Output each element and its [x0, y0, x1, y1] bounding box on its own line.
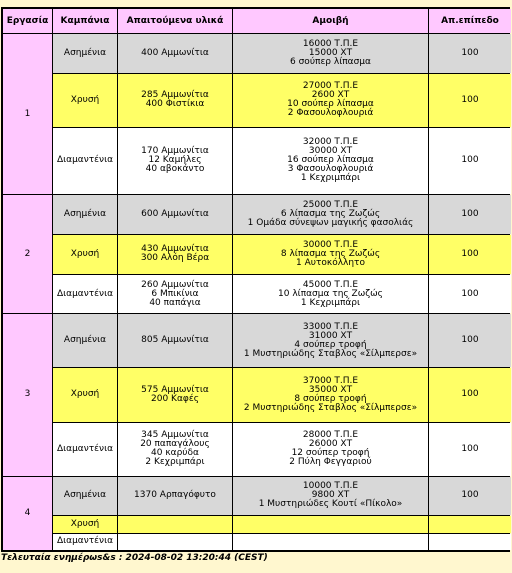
- material-line: 200 Καφές: [151, 393, 199, 404]
- campaign-cell: Διαμαντένια: [53, 534, 117, 550]
- reward-cell: [233, 477, 428, 516]
- campaign-cell: Χρυσή: [53, 74, 117, 127]
- material-line: 600 Αμμωνίτια: [141, 209, 209, 219]
- material-line: 430 Αμμωνίτια: [141, 244, 209, 255]
- table-row: [3, 423, 511, 476]
- header-campaign: Καμπάνια: [53, 9, 117, 33]
- header-task: Εργασία: [3, 9, 52, 33]
- materials-cell: [118, 423, 232, 476]
- level-cell: 100: [429, 423, 511, 476]
- material-line: 20 παπαγάλους: [140, 439, 210, 450]
- reward-line: 6 σούπερ λίπασμα: [290, 56, 371, 67]
- campaign-cell: Διαμαντένια: [53, 128, 117, 194]
- campaign-cell: Ασημένια: [53, 34, 117, 73]
- table-row: [3, 34, 511, 73]
- reward-line: 16 σούπερ λίπασμα: [287, 155, 374, 166]
- reward-line: 1 Αυτοκόλλητο: [296, 257, 365, 268]
- materials-cell: [118, 368, 232, 421]
- level-cell: 100: [429, 368, 511, 421]
- reward-cell: [233, 368, 428, 421]
- task-number: 3: [3, 314, 52, 475]
- reward-line: 2600 ΧΤ: [311, 90, 350, 101]
- table-row: [3, 314, 511, 367]
- reward-line: 6 λίπασμα της Ζωζώς: [280, 209, 381, 219]
- header-materials: Απαιτούμενα υλικά: [118, 9, 232, 33]
- level-cell: 100: [429, 74, 511, 127]
- materials-cell: [118, 534, 232, 550]
- reward-line: 1 Μυστηριώδες Κουτί «Πίκολο»: [258, 499, 403, 510]
- material-line: 170 Αμμωνίτια: [141, 146, 209, 157]
- reward-line: 8 σούπερ τροφή: [294, 393, 367, 404]
- campaign-cell: Χρυσή: [53, 368, 117, 421]
- table-row: [3, 195, 511, 234]
- reward-cell: [233, 275, 428, 314]
- table-row: [3, 534, 511, 550]
- material-line: 40 παπάγια: [149, 297, 201, 308]
- materials-cell: [118, 516, 232, 532]
- reward-line: 2 Μυστηριώδης Σταβλος «Σίλμπερσε»: [243, 402, 418, 413]
- campaign-cell: Διαμαντένια: [53, 423, 117, 476]
- material-line: 300 Αλόη Βέρα: [140, 253, 210, 264]
- reward-line: 32000 Τ.Π.Ε: [302, 137, 359, 148]
- campaign-table: [2, 8, 512, 551]
- reward-line: 37000 Τ.Π.Ε: [302, 375, 359, 386]
- reward-line: 2 Φασουλοφλουριά: [287, 108, 374, 119]
- level-cell: 100: [429, 34, 511, 73]
- header-reward: Αμοιβή: [233, 9, 428, 33]
- reward-line: 9800 ΧΤ: [311, 490, 350, 501]
- material-line: 285 Αμμωνίτια: [141, 90, 209, 101]
- material-line: 260 Αμμωνίτια: [141, 279, 209, 290]
- reward-line: 31000 ΧΤ: [308, 330, 353, 341]
- reward-cell: [233, 423, 428, 476]
- reward-cell: [233, 195, 428, 234]
- table-row: [3, 516, 511, 532]
- material-line: 400 Φιστίκια: [145, 99, 205, 110]
- table-row: [3, 74, 511, 127]
- reward-line: 1 Μυστηριώδης Σταβλος «Σίλμπερσε»: [243, 348, 418, 359]
- materials-cell: [118, 128, 232, 194]
- campaign-cell: Ασημένια: [53, 314, 117, 367]
- material-line: 575 Αμμωνίτια: [141, 384, 209, 395]
- material-line: 2 Κεχριμπάρι: [145, 457, 205, 468]
- task-number: 1: [3, 34, 52, 194]
- reward-cell: [233, 235, 428, 274]
- reward-line: 15000 ΧΤ: [308, 47, 353, 58]
- header-level: Απ.επίπεδο: [429, 9, 511, 33]
- reward-cell: [233, 534, 428, 550]
- campaign-cell: Χρυσή: [53, 516, 117, 532]
- reward-cell: [233, 34, 428, 73]
- table-row: [3, 275, 511, 314]
- table-body: [3, 34, 511, 550]
- reward-line: 2 Πύλη Φεγγαριού: [289, 457, 372, 468]
- table-row: [3, 368, 511, 421]
- level-cell: [429, 534, 511, 550]
- last-updated-text: Τελευταία ενημέρωs&s : 2024-08-02 13:20:44 (CEST): [1, 553, 268, 563]
- task-number: 4: [3, 477, 52, 550]
- reward-cell: [233, 128, 428, 194]
- materials-cell: [118, 235, 232, 274]
- material-line: 345 Αμμωνίτια: [141, 430, 209, 441]
- level-cell: 100: [429, 314, 511, 367]
- reward-line: 30000 ΧΤ: [308, 146, 353, 157]
- materials-cell: [118, 74, 232, 127]
- materials-cell: [118, 34, 232, 73]
- material-line: 6 Μπικίνια: [151, 288, 199, 299]
- reward-line: 10000 Τ.Π.Ε: [302, 481, 359, 492]
- level-cell: 100: [429, 128, 511, 194]
- level-cell: 100: [429, 195, 511, 234]
- reward-line: 30000 Τ.Π.Ε: [302, 239, 359, 250]
- campaign-cell: Διαμαντένια: [53, 275, 117, 314]
- reward-cell: [233, 314, 428, 367]
- material-line: 40 καρύδα: [151, 448, 199, 459]
- material-line: 400 Αμμωνίτια: [141, 47, 209, 58]
- level-cell: 100: [429, 477, 511, 516]
- table-row: [3, 128, 511, 194]
- reward-line: 33000 Τ.Π.Ε: [302, 321, 359, 332]
- campaign-cell: Ασημένια: [53, 195, 117, 234]
- reward-cell: [233, 74, 428, 127]
- table-row: [3, 235, 511, 274]
- material-line: 40 αβοκάντο: [145, 164, 205, 175]
- reward-line: 3 Φασουλοφλουριά: [287, 164, 374, 175]
- material-line: 1370 Αρπαγόφυτο: [134, 490, 216, 501]
- reward-line: 27000 Τ.Π.Ε: [302, 81, 359, 92]
- reward-line: 1 Ομάδα σύνεψων μαγικής φασολιάς: [247, 218, 414, 228]
- table-row: [3, 477, 511, 516]
- campaign-table-frame: [1, 7, 510, 552]
- header-row: [3, 9, 511, 33]
- reward-line: 10 λίπασμα της Ζωζώς: [278, 288, 383, 299]
- level-cell: 100: [429, 275, 511, 314]
- materials-cell: [118, 195, 232, 234]
- reward-line: 4 σούπερ τροφή: [294, 339, 367, 350]
- reward-line: 16000 Τ.Π.Ε: [302, 38, 359, 49]
- reward-line: 28000 Τ.Π.Ε: [302, 430, 359, 441]
- reward-line: 1 Κεχριμπάρι: [300, 297, 361, 308]
- task-number: 2: [3, 195, 52, 313]
- reward-line: 8 λίπασμα της Ζωζώς: [280, 248, 381, 259]
- campaign-cell: Χρυσή: [53, 235, 117, 274]
- reward-line: 26000 ΧΤ: [308, 439, 353, 450]
- reward-line: 12 σούπερ τροφή: [291, 448, 370, 459]
- reward-line: 35000 ΧΤ: [308, 384, 353, 395]
- level-cell: 100: [429, 235, 511, 274]
- campaign-cell: Ασημένια: [53, 477, 117, 516]
- materials-cell: [118, 275, 232, 314]
- materials-cell: [118, 314, 232, 367]
- reward-line: 1 Κεχριμπάρι: [300, 173, 361, 184]
- reward-line: 10 σούπερ λίπασμα: [287, 99, 374, 110]
- material-line: 805 Αμμωνίτια: [141, 335, 209, 346]
- reward-cell: [233, 516, 428, 532]
- material-line: 12 Καμήλες: [148, 155, 202, 166]
- level-cell: [429, 516, 511, 532]
- reward-line: 25000 Τ.Π.Ε: [302, 200, 359, 210]
- materials-cell: [118, 477, 232, 516]
- reward-line: 45000 Τ.Π.Ε: [302, 279, 359, 290]
